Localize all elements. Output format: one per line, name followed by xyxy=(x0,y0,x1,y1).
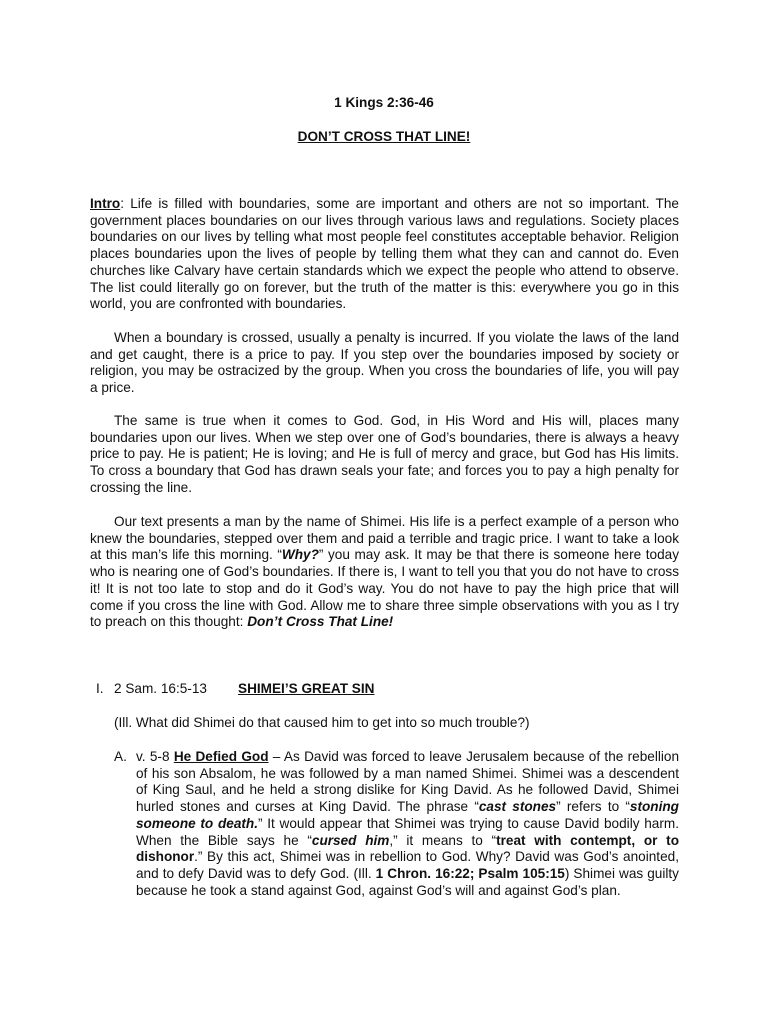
theme-emphasis: Don’t Cross That Line! xyxy=(247,614,394,630)
outline-numeral: I. xyxy=(96,681,104,696)
subpoint-a xyxy=(114,749,679,899)
subpoint-a-label: A. xyxy=(114,749,127,764)
emphasis-cast-stones: cast stones xyxy=(478,799,557,815)
paragraph-4-part1: Our text presents a man by the name of Shimei. His life is a perfect example of a person who knew the boundaries, stepped over them and paid a terrible and tragic price. I want to take a look at this man’s life this morning. “ xyxy=(90,514,679,563)
scripture-cross-reference: 1 Chron. 16:22; Psalm 105:15 xyxy=(375,865,565,881)
illustration-note: (Ill. What did Shimei do that caused him to get into so much trouble?) xyxy=(114,715,530,730)
subpoint-a-text-3: ” It would appear that Shimei was trying to cause David bodily harm. When the Bible says he “ xyxy=(136,815,679,848)
intro-text: Life is filled with boundaries, some are important and others are not so important. The government places boundaries on our lives through various laws and regulations. Society places boundaries on our lives by telling what most people feel constitutes acceptable behavior. Religion places boundaries upon the lives of people by telling them what they can and cannot do. Even churches like Calvary have certain standards which we expect the people who attend to observe. The list could literally go on forever, but the truth of the matter is this: everywhere you go in this world, you are confronted with boundaries. xyxy=(90,196,679,312)
paragraph-4-part2: ” you may ask. It may be that there is someone here today who is nearing one of God’s boundaries. If there is, I want to tell you that you do not have to cross it! It is not too late to stop and do it God’s way. You do not have to pay the high price that will come if you cross the line with God. Allow me to share three simple observations with you as I try to preach on this thought: xyxy=(90,547,679,630)
subpoint-a-text-1: – As David was forced to leave Jerusalem because of the rebellion of his son Absalom, he was followed by a man named Shimei. Shimei was a descendent of King Saul, and he held a strong dislike for King David. As he followed David, Shimei hurled stones and curses at King David. The phrase “ xyxy=(136,749,680,815)
subpoint-a-text-5: .” By this act, Shimei was in rebellion to God. Why? David was God’s anointed, and to defy David was to defy God. (Ill. xyxy=(136,849,679,881)
emphasis-cursed-him: cursed him xyxy=(311,832,390,848)
scripture-reference: 1 Kings 2:36-46 xyxy=(334,95,434,110)
outline-point-1 xyxy=(96,681,374,698)
subpoint-a-body xyxy=(136,749,679,899)
outline-heading: SHIMEI’S GREAT SIN xyxy=(238,681,375,696)
intro-paragraph xyxy=(90,196,679,313)
paragraph-2: When a boundary is crossed, usually a penalty is incurred. If you violate the laws of the land and get caught, there is a price to pay. If you step over the boundaries imposed by society or religion, you may be ostracized by the group. When you cross the boundaries of life, you will pay a price. xyxy=(90,330,679,396)
intro-label: Intro xyxy=(90,196,121,211)
why-emphasis: Why? xyxy=(281,547,319,563)
outline-reference: 2 Sam. 16:5-13 xyxy=(114,681,207,696)
subpoint-a-heading: He Defied God xyxy=(173,749,269,764)
emphasis-stoning: stoning someone to death. xyxy=(136,799,679,831)
intro-colon: : xyxy=(120,196,124,211)
subpoint-a-verse: v. 5-8 xyxy=(136,749,174,764)
subpoint-a-text-4: ,” it means to “ xyxy=(389,832,497,848)
sermon-title: DON’T CROSS THAT LINE! xyxy=(297,129,471,144)
paragraph-3: The same is true when it comes to God. God, in His Word and His will, places many boundaries upon our lives. When we step over one of God’s boundaries, there is always a heavy price to pay. He is patient; He is loving; and He is full of mercy and grace, but God has His limits. To cross a boundary that God has drawn seals your fate; and forces you to pay a high penalty for crossing the line. xyxy=(90,413,679,495)
subpoint-a-text-6: ) Shimei was guilty because he took a stand against God, against God’s will and against God’s plan. xyxy=(136,865,679,898)
subpoint-a-text-2: ” refers to “ xyxy=(556,799,630,815)
paragraph-4 xyxy=(90,514,679,631)
emphasis-contempt: treat with contempt, or to dishonor xyxy=(136,832,679,865)
